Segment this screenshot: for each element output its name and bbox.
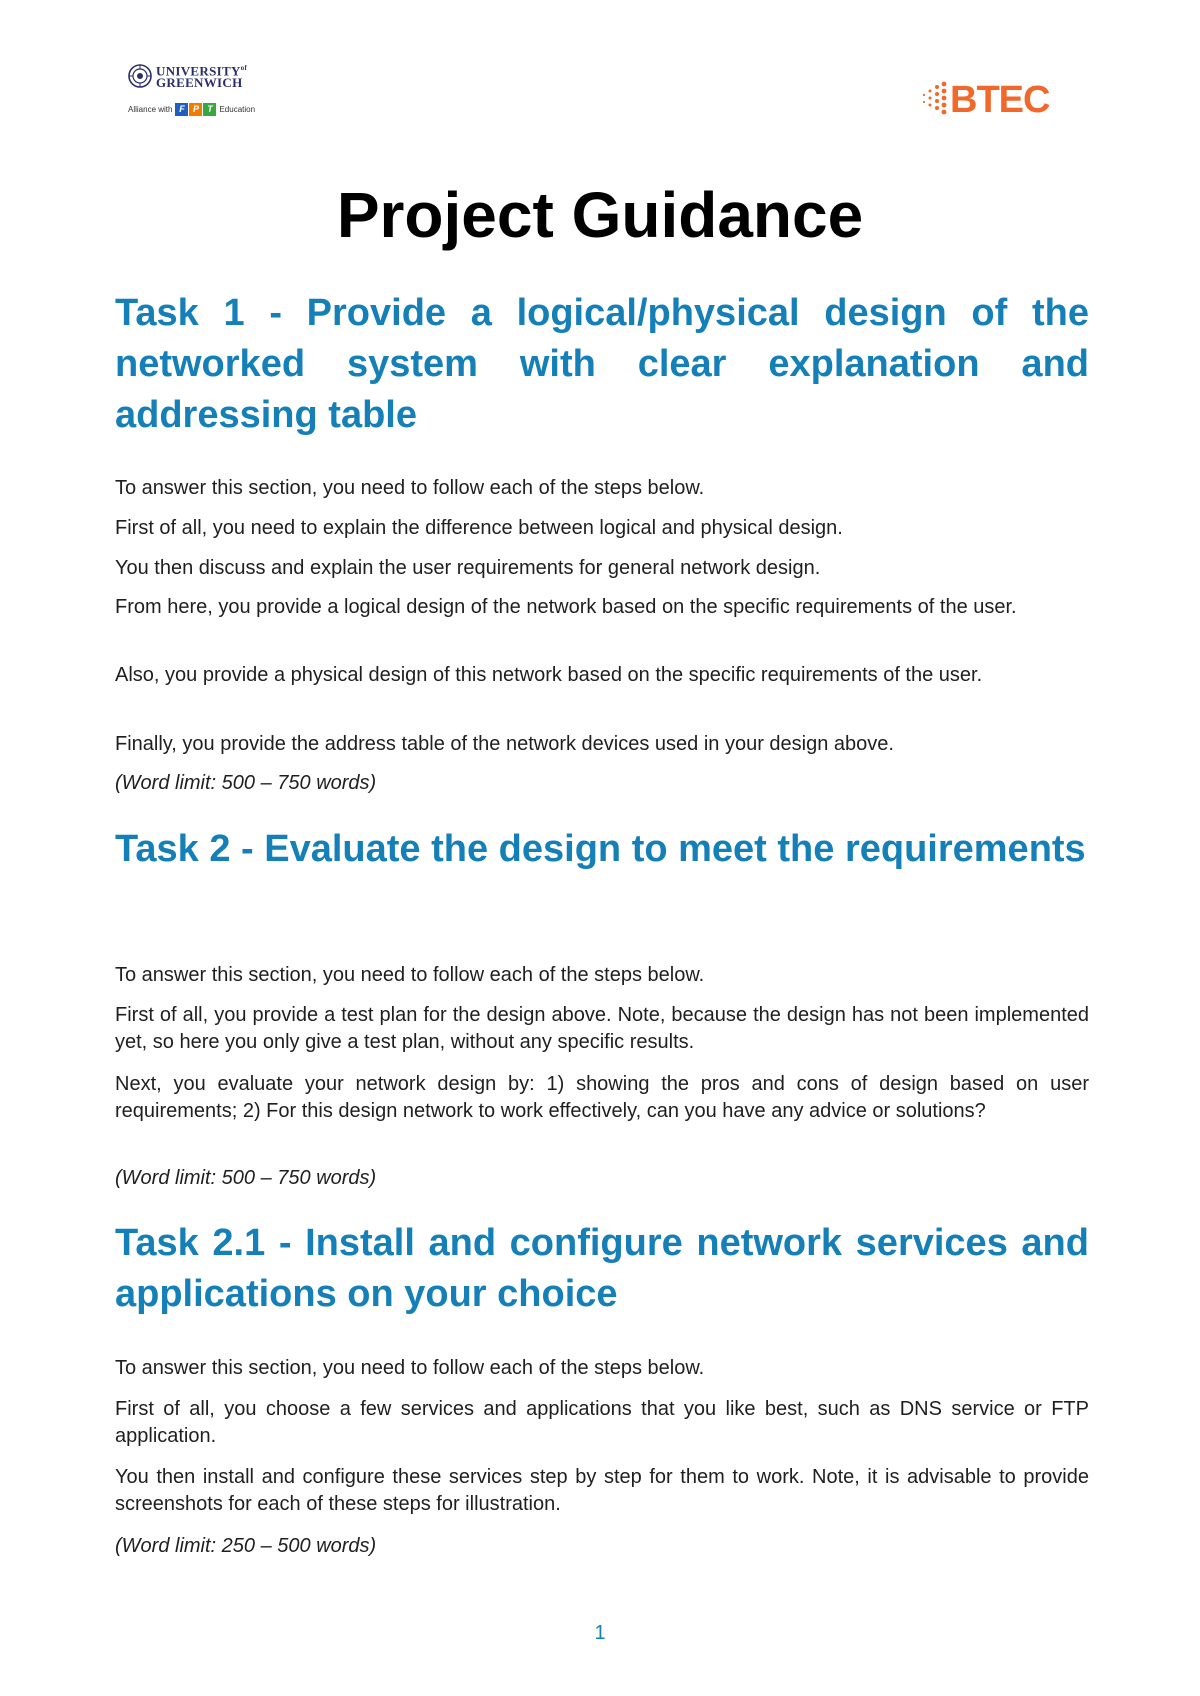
task-2-section <box>115 824 1089 875</box>
task-1-body-6 <box>115 731 1089 758</box>
fpt-letter-t: T <box>203 103 216 116</box>
task-2-1-word-limit-wrap <box>115 1533 1089 1560</box>
task-1-heading: Task 1 - Provide a logical/physical design of the networked system with clear explanation and addressing table <box>115 292 1089 436</box>
fpt-letter-p: P <box>189 103 202 116</box>
task-2-1-word-limit: (Word limit: 250 – 500 words) <box>115 1535 377 1557</box>
task-1-word-limit-wrap <box>115 770 1089 797</box>
fpt-letter-f: F <box>175 103 188 116</box>
btec-logo <box>918 76 1068 124</box>
task-2-1-body-1 <box>115 1355 1089 1382</box>
task-1-body <box>115 475 1089 502</box>
task-2-paragraph: Next, you evaluate your network design by: 1) showing the pros and cons of design based on user requirements; 2) For this design network to work effectively, can you have any advice or solutions? <box>115 1073 1089 1122</box>
task-2-1-paragraph: First of all, you choose a few services and applications that you like best, such as DNS service or FTP application. <box>115 1398 1089 1447</box>
task-2-heading: Task 2 - Evaluate the design to meet the requirements <box>115 828 1086 870</box>
task-1-paragraph: You then discuss and explain the user requirements for general network design. <box>115 557 821 579</box>
fpt-logo <box>175 103 216 116</box>
greenwich-fpt-logo <box>128 62 278 132</box>
alliance-text: Alliance with <box>128 105 173 115</box>
task-2-1-heading: Task 2.1 - Install and configure network services and applications on your choice <box>115 1222 1089 1315</box>
task-2-body-2 <box>115 1002 1089 1056</box>
task-2-1-paragraph: To answer this section, you need to follow each of the steps below. <box>115 1357 705 1379</box>
task-1-paragraph: Also, you provide a physical design of this network based on the specific requirements of the user. <box>115 664 983 686</box>
btec-wordmark: BTEC <box>950 78 1050 121</box>
greenwich-word: GREENWICH <box>156 75 243 91</box>
task-1-body-2 <box>115 515 1089 542</box>
task-2-word-limit-wrap <box>115 1165 1089 1192</box>
task-1-paragraph: From here, you provide a logical design of the network based on the specific requirements of the user. <box>115 596 1017 618</box>
task-2-1-body-3 <box>115 1464 1089 1518</box>
task-1-paragraph: Finally, you provide the address table of the network devices used in your design above. <box>115 733 894 755</box>
task-2-1-section <box>115 1218 1089 1320</box>
task-1-word-limit: (Word limit: 500 – 750 words) <box>115 772 377 794</box>
university-seal-icon <box>128 64 152 88</box>
task-1-body-3 <box>115 555 1089 582</box>
task-2-body-3 <box>115 1071 1089 1125</box>
education-text: Education <box>219 105 256 115</box>
page-number: 1 <box>594 1622 606 1644</box>
task-1-paragraph: To answer this section, you need to follow each of the steps below. <box>115 477 705 499</box>
university-of-word: of <box>240 64 248 72</box>
btec-dots-icon <box>918 78 948 122</box>
task-1-paragraph: First of all, you need to explain the difference between logical and physical design. <box>115 517 843 539</box>
page-title: Project Guidance <box>336 179 864 251</box>
task-2-1-body-2 <box>115 1396 1089 1450</box>
task-2-paragraph: First of all, you provide a test plan for the design above. Note, because the design has not been implemented yet, so here you only give a test plan, without any specific results. <box>115 1004 1089 1053</box>
task-2-1-paragraph: You then install and configure these services step by step for them to work. Note, it is advisable to provide screenshots for each of these steps for illustration. <box>115 1466 1089 1515</box>
university-word: UNIVERSITY <box>156 63 241 79</box>
task-1-body-5 <box>115 662 1089 689</box>
task-1-section <box>115 288 1089 441</box>
task-2-body-1 <box>115 962 1089 989</box>
task-2-word-limit: (Word limit: 500 – 750 words) <box>115 1167 377 1189</box>
task-1-body-4 <box>115 594 1089 621</box>
task-2-paragraph: To answer this section, you need to follow each of the steps below. <box>115 964 705 986</box>
